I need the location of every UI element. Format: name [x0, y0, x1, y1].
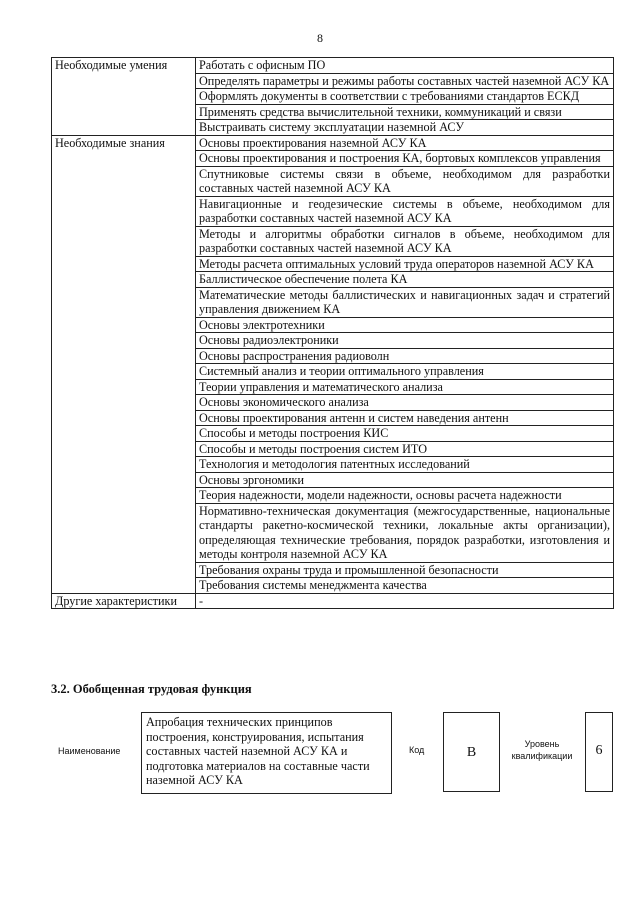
row-value: Требования охраны труда и промышленной безопасности: [196, 562, 614, 578]
requirements-table: [51, 57, 614, 609]
row-value: Баллистическое обеспечение полета КА: [196, 272, 614, 288]
page-number: 8: [317, 31, 323, 45]
row-value: Способы и методы построения систем ИТО: [196, 441, 614, 457]
row-value: Основы эргономики: [196, 472, 614, 488]
table-row: [52, 135, 614, 151]
section-title: 3.2. Обобщенная трудовая функция: [51, 682, 252, 696]
row-label: Необходимые знания: [52, 135, 196, 593]
row-value: Выстраивать систему эксплуатации наземной АСУ: [196, 120, 614, 136]
row-value: Методы расчета оптимальных условий труда операторов наземной АСУ КА: [196, 256, 614, 272]
row-value: Основы проектирования антенн и систем наведения антенн: [196, 410, 614, 426]
row-label: Другие характеристики: [52, 593, 196, 609]
row-value: Нормативно-техническая документация (межгосударственные, национальные стандарты ракетно-космической техники, локальные акты организации), определяющая технические требования, порядок разработки, изготовления и методы контроля наземной АСУ КА: [196, 503, 614, 562]
qualification-level-label: Уровень квалификации: [511, 739, 573, 761]
row-value: Системный анализ и теории оптимального управления: [196, 364, 614, 380]
row-value: Спутниковые системы связи в объеме, необходимом для разработки составных частей наземной АСУ КА: [196, 166, 614, 196]
code-value: B: [443, 712, 500, 792]
name-value: Апробация технических принципов построения, конструирования, испытания составных частей наземной АСУ КА и подготовка материалов на составные части наземной АСУ КА: [141, 712, 392, 794]
row-value: Работать с офисным ПО: [196, 58, 614, 74]
row-value: Основы проектирования наземной АСУ КА: [196, 135, 614, 151]
code-label: Код: [409, 745, 425, 755]
row-value: -: [196, 593, 614, 609]
row-value: Теория надежности, модели надежности, основы расчета надежности: [196, 488, 614, 504]
row-value: Методы и алгоритмы обработки сигналов в объеме, необходимом для разработки составных частей наземной АСУ КА: [196, 226, 614, 256]
row-value: Основы экономического анализа: [196, 395, 614, 411]
row-value: Применять средства вычислительной техники, коммуникаций и связи: [196, 104, 614, 120]
table-row: [52, 58, 614, 74]
row-value: Основы радиоэлектроники: [196, 333, 614, 349]
row-value: Определять параметры и режимы работы составных частей наземной АСУ КА: [196, 73, 614, 89]
row-value: Навигационные и геодезические системы в объеме, необходимом для разработки составных частей наземной АСУ КА: [196, 196, 614, 226]
row-value: Основы распространения радиоволн: [196, 348, 614, 364]
row-value: Технология и методология патентных исследований: [196, 457, 614, 473]
row-value: Теории управления и математического анализа: [196, 379, 614, 395]
row-value: Математические методы баллистических и навигационных задач и стратегий управления движением КА: [196, 287, 614, 317]
row-value: Основы электротехники: [196, 317, 614, 333]
row-label: Необходимые умения: [52, 58, 196, 136]
row-value: Оформлять документы в соответствии с требованиями стандартов ЕСКД: [196, 89, 614, 105]
qualification-level-value: 6: [585, 712, 613, 792]
row-value: Основы проектирования и построения КА, бортовых комплексов управления: [196, 151, 614, 167]
row-value: Требования системы менеджмента качества: [196, 578, 614, 594]
name-label: Наименование: [58, 746, 121, 756]
row-value: Способы и методы построения КИС: [196, 426, 614, 442]
table-row: [52, 593, 614, 609]
